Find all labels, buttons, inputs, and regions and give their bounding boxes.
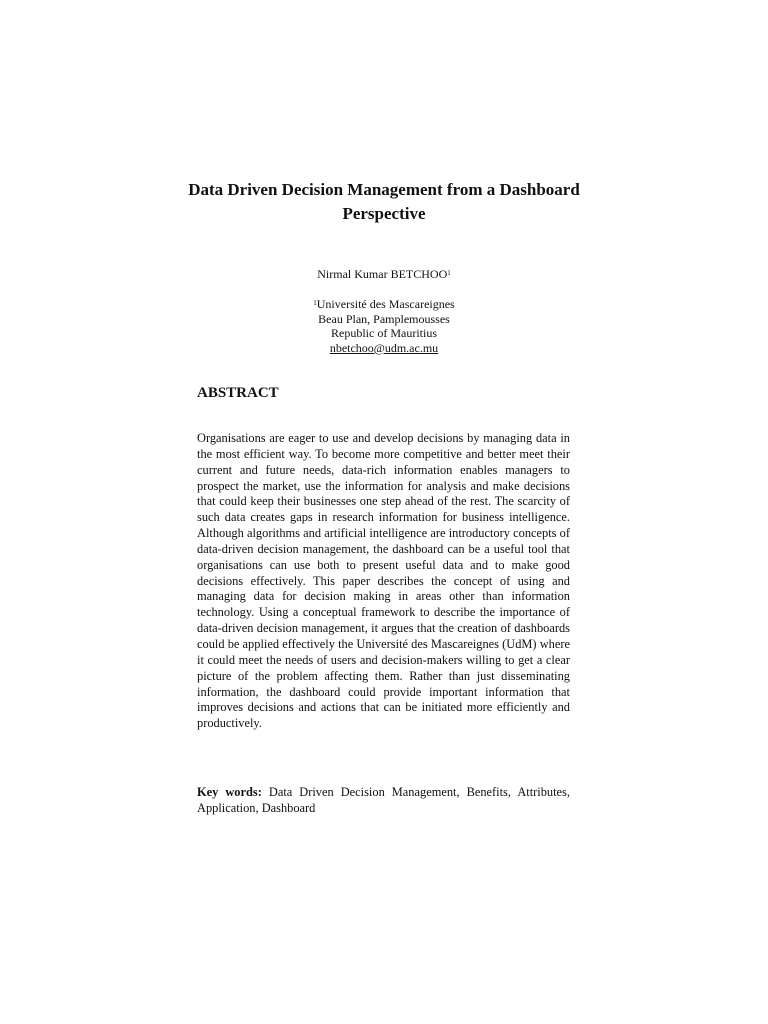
affiliation-institution: Université des Mascareignes xyxy=(316,297,455,311)
abstract-body: Organisations are eager to use and develop decisions by managing data in the most efficient way. To become more competitive and better meet their current and future needs, data-rich information enables managers to prospect the market, use the information for analysis and make decisions that could keep their businesses one step ahead of the rest. The scarcity of such data creates gaps in research information for business intelligence. Although algorithms and artificial intelligence are introductory concepts of data-driven decision management, the dashboard can be a useful tool that organisations can use both to present useful data and to make good decisions effectively. This paper describes the concept of using and managing data for decision making in areas other than information technology. Using a conceptual framework to describe the importance of data-driven decision management, it argues that the creation of dashboards could be applied effectively the Université des Mascareignes (UdM) where it could meet the needs of users and decision-makers willing to get a clear picture of the problem affecting them. Rather than just disseminating information, the dashboard could provide important information that improves decisions and actions that can be initiated more efficiently and productively. xyxy=(197,431,570,731)
keywords-label: Key words: xyxy=(197,785,262,799)
affiliation-superscript: 1 xyxy=(313,299,317,307)
author-name: Nirmal Kumar BETCHOO xyxy=(317,267,448,281)
paper-title xyxy=(0,178,768,226)
keywords-paragraph xyxy=(197,784,570,816)
title-line-2: Perspective xyxy=(342,204,426,223)
affiliation-block xyxy=(0,297,768,355)
affiliation-institution-line xyxy=(0,297,768,312)
author-superscript: 1 xyxy=(447,269,451,277)
author-email-link[interactable]: nbetchoo@udm.ac.mu xyxy=(329,340,439,355)
keywords-list: Data Driven Decision Management, Benefits, Attributes, Application, Dashboard xyxy=(197,785,570,815)
title-line-1: Data Driven Decision Management from a Dashboard xyxy=(188,180,580,199)
affiliation-country-line: Republic of Mauritius xyxy=(331,326,437,340)
abstract-heading: ABSTRACT xyxy=(197,385,279,401)
author-line xyxy=(0,267,768,281)
affiliation-address-line: Beau Plan, Pamplemousses xyxy=(318,311,450,326)
